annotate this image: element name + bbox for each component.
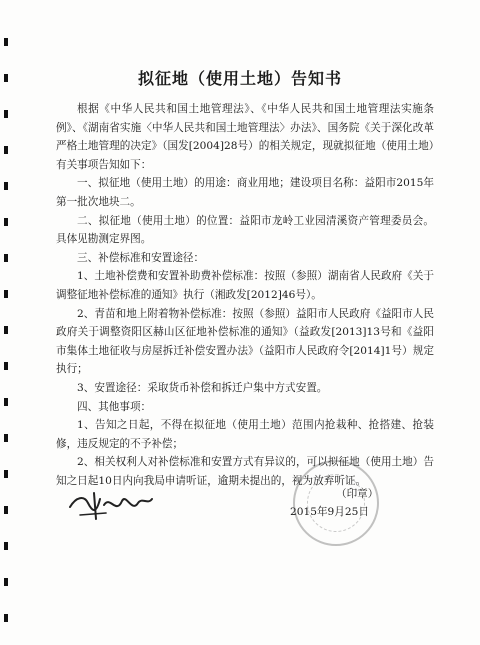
binding-mark — [4, 506, 8, 514]
section-3-item-1: 1、土地补偿费和安置补助费补偿标准：按照（参照）湖南省人民政府《关于调整征地补偿标准的通知》执行（湘政发[2012]46号）。 — [56, 270, 434, 301]
seal-label: （印章） — [336, 488, 379, 500]
binding-mark — [4, 146, 8, 154]
intro-paragraph: 根据《中华人民共和国土地管理法》、《中华人民共和国土地管理法实施条例》、《湖南省实施〈中华人民共和国土地管理法〉办法》、国务院《关于深化改革严格土地管理的决定》（国发[2004]28号）的相关规定，现就拟征地（使用土地）有关事项告知如下： — [56, 103, 434, 171]
section-4-item-2: 2、相关权利人对补偿标准和安置方式有异议的，可以拟征地（使用土地）告知之日起10日内向我局申请听证，逾期未提出的，视为放弃听证。 — [56, 456, 434, 487]
binding-mark — [4, 578, 8, 586]
section-3-item-2: 2、青苗和地上附着物补偿标准：按照（参照）益阳市人民政府《益阳市人民政府关于调整资阳区赫山区征地补偿标准的通知》（益政发[2013]13号和《益阳市集体土地征收与房屋拆迁补偿安置办法》（益阳市人民政府令[2014]1号）规定执行； — [56, 307, 434, 376]
official-seal — [293, 460, 379, 546]
binding-mark — [4, 290, 8, 298]
section-3-item-3: 3、安置途径：采取货币补偿和拆迁户集中方式安置。 — [77, 381, 328, 394]
binding-mark — [4, 434, 8, 442]
document-date: 2015年9月25日 — [290, 506, 369, 518]
section-1-paragraph: 一、拟征地（使用土地）的用途：商业用地；建设项目名称：益阳市2015年第一批次地块二。 — [56, 177, 434, 208]
seal-inner-ring — [307, 474, 365, 532]
binding-mark — [4, 470, 8, 478]
binding-mark — [4, 362, 8, 370]
binding-mark — [4, 110, 8, 118]
section-4-heading: 四、其他事项： — [77, 400, 152, 413]
section-3-heading: 三、补偿标准和安置途径： — [77, 251, 205, 264]
binding-mark — [4, 398, 8, 406]
binding-mark — [4, 254, 8, 262]
document-body — [56, 100, 434, 490]
binding-mark — [4, 218, 8, 226]
handwritten-signature — [66, 485, 156, 525]
binding-mark — [4, 326, 8, 334]
section-4-item-1: 1、告知之日起，不得在拟征地（使用土地）范围内抢栽种、抢搭建、抢装修，违反规定的不予补偿； — [56, 419, 434, 450]
section-2-paragraph: 二、拟征地（使用土地）的位置：益阳市龙岭工业园清溪资产管理委员会。具体见勘测定界图。 — [56, 214, 434, 246]
binding-mark — [4, 38, 8, 46]
binding-mark — [4, 542, 8, 550]
document-title: 拟征地（使用土地）告知书 — [137, 69, 342, 88]
binding-mark — [4, 182, 8, 190]
binding-mark — [4, 614, 8, 622]
binding-marks — [0, 0, 16, 645]
